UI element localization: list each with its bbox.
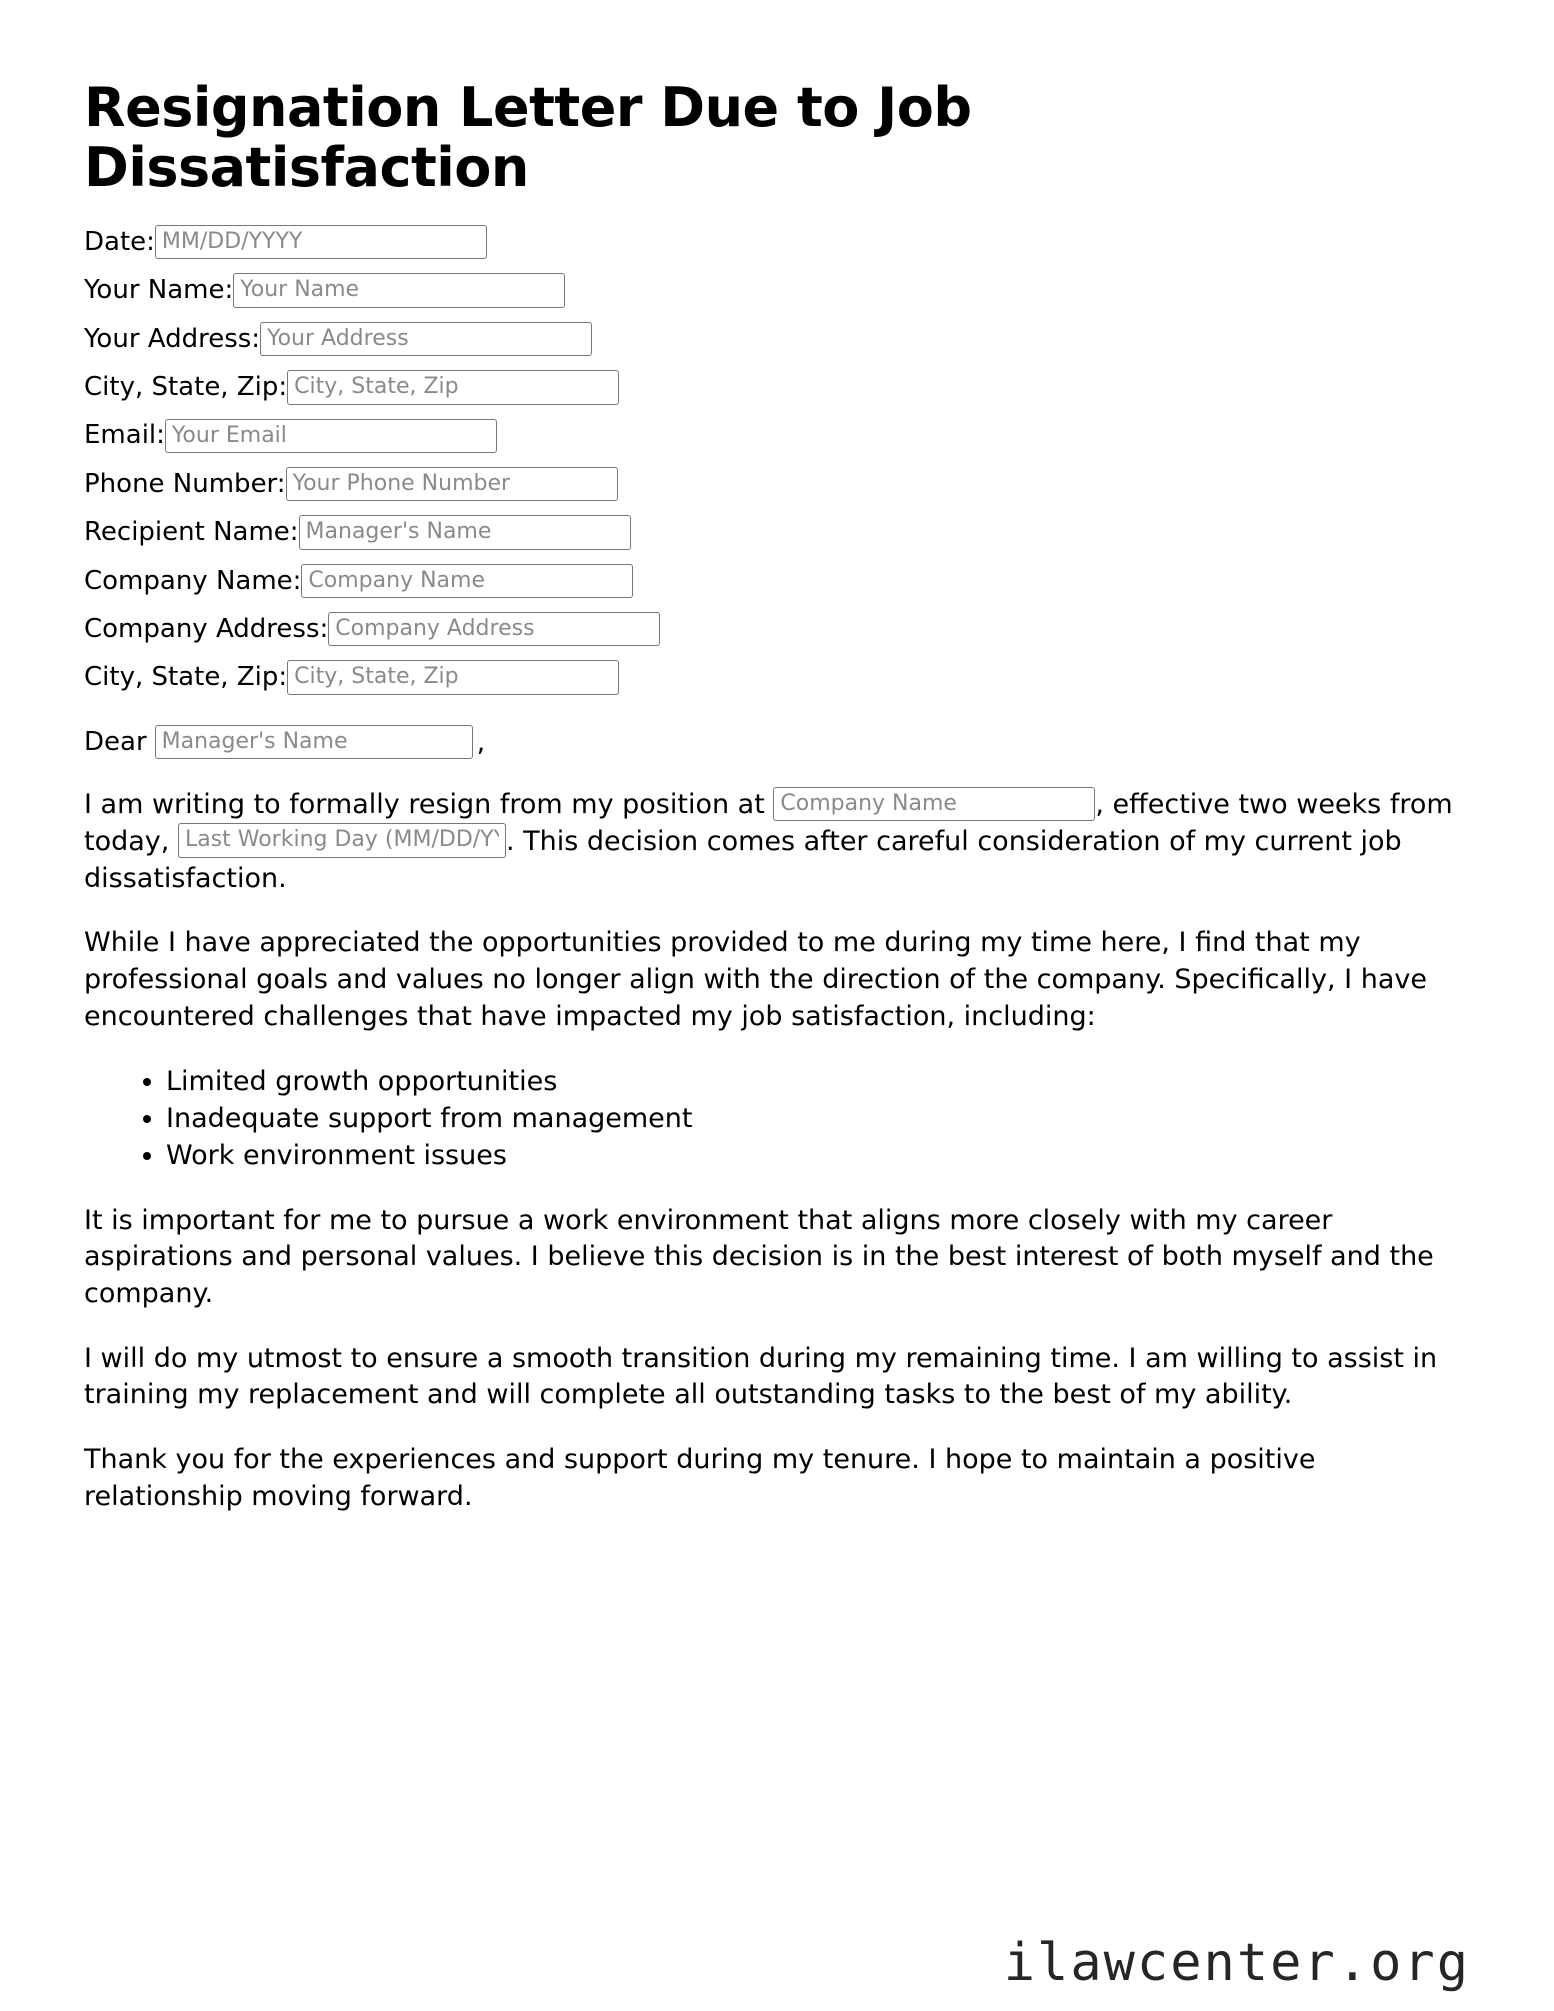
paragraph-transition-offer: I will do my utmost to ensure a smooth transition during my remaining time. I am willing to assist in training my replacement and will complete all outstanding tasks to the best of my ability.	[84, 1342, 1438, 1411]
field-row-date	[84, 225, 1470, 259]
company-name-input[interactable]	[301, 564, 633, 598]
field-row-phone-number	[84, 467, 1470, 501]
paragraph-closing-thanks: Thank you for the experiences and support during my tenure. I hope to maintain a positive relationship moving forward.	[84, 1444, 1316, 1512]
date-input[interactable]	[155, 225, 487, 259]
salutation-row	[84, 725, 1470, 759]
field-row-your-address	[84, 322, 1470, 356]
field-row-your-city-state-zip	[84, 370, 1470, 404]
field-row-company-address	[84, 612, 1470, 646]
inline-last-working-day-input[interactable]	[178, 823, 506, 857]
inline-company-name-input[interactable]	[773, 787, 1095, 821]
list-item: • Limited growth opportunities	[166, 1064, 1470, 1101]
email-input[interactable]	[165, 419, 497, 453]
label-your-address: Your Address:	[84, 323, 261, 354]
paragraph1-part2: , effective two weeks from today,	[84, 789, 1453, 857]
company-city-state-zip-input[interactable]	[287, 660, 619, 694]
your-name-input[interactable]	[233, 273, 565, 307]
your-address-input[interactable]	[260, 322, 592, 356]
paragraph1-part3: . This decision comes after careful consideration of my current job dissatisfaction.	[84, 825, 1402, 894]
paragraph-career-aspirations: It is important for me to pursue a work environment that aligns more closely with my career aspirations and personal values. I believe this decision is in the best interest of both myself and the company.	[84, 1204, 1434, 1309]
field-row-email	[84, 419, 1470, 453]
reasons-list	[84, 1064, 1470, 1175]
label-your-city-state-zip: City, State, Zip:	[84, 372, 288, 403]
salutation-comma: ,	[476, 726, 486, 758]
paragraph1-part1: I am writing to formally resign from my position at	[84, 789, 774, 821]
field-row-company-city-state-zip	[84, 660, 1470, 694]
page-title: Resignation Letter Due to Job Dissatisfaction	[84, 76, 972, 200]
paragraph-reasons-intro: While I have appreciated the opportunities provided to me during my time here, I find that my professional goals and values no longer align with the direction of the company. Specifically, I have encountered challenges that have impacted my job satisfaction, including:	[84, 927, 1427, 1032]
label-your-name: Your Name:	[84, 275, 234, 306]
label-company-address: Company Address:	[84, 614, 329, 644]
field-row-your-name	[84, 273, 1470, 307]
label-dear: Dear	[84, 727, 147, 758]
label-company-city-state-zip: City, State, Zip:	[84, 662, 288, 693]
list-item: • Work environment issues	[166, 1138, 1470, 1175]
label-date: Date:	[84, 226, 155, 257]
your-city-state-zip-input[interactable]	[287, 370, 619, 404]
label-email: Email:	[84, 420, 165, 451]
list-item: • Inadequate support from management	[166, 1101, 1470, 1138]
field-row-recipient-name	[84, 515, 1470, 549]
paragraph-resignation-statement	[84, 787, 1470, 897]
field-row-company-name	[84, 564, 1470, 598]
label-company-name: Company Name:	[84, 565, 302, 596]
recipient-name-input[interactable]	[299, 515, 631, 549]
label-recipient-name: Recipient Name:	[84, 517, 299, 548]
salutation-name-input[interactable]	[155, 725, 473, 759]
phone-number-input[interactable]	[286, 467, 618, 501]
company-address-input[interactable]	[328, 612, 660, 646]
site-watermark: ilawcenter.org	[1003, 1933, 1470, 1993]
label-phone-number: Phone Number:	[84, 468, 286, 499]
